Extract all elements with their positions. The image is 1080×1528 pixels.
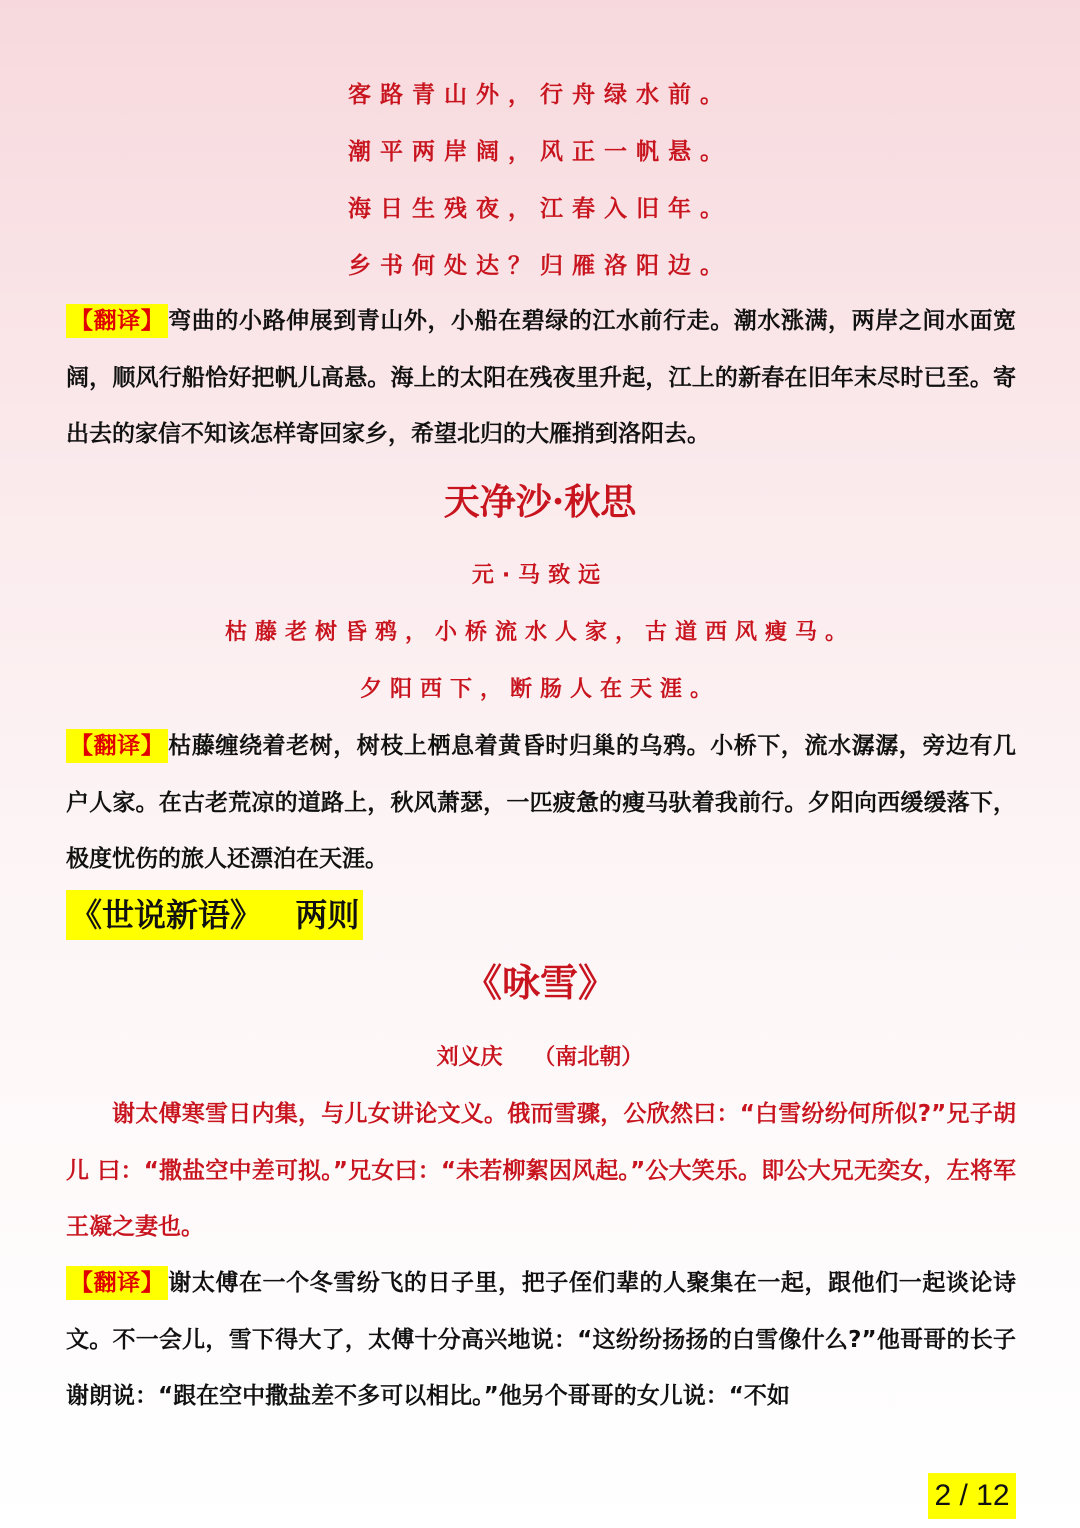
poem-line: 枯藤老树昏鸦，小桥流水人家，古道西风瘦马。	[224, 620, 855, 645]
poem-line: 客路青山外，行舟绿水前。	[348, 82, 732, 108]
translation-tag: 【翻译】	[66, 304, 168, 338]
story-text: 谢太傅寒雪日内集，与儿女讲论文义。俄而雪骤，公欣然曰：“白雪纷纷何所似?”兄子胡儿 曰：“撒盐空中差可拟。”兄女曰：“未若柳絮因风起。”公大笑乐。即公大兄无奕女，左将军王凝之妻也。	[66, 1101, 1016, 1240]
poem-line: 夕阳西下，断肠人在天涯。	[359, 677, 720, 702]
translation-paragraph	[66, 718, 1016, 888]
translation-text: 弯曲的小路伸展到青山外，小船在碧绿的江水前行走。潮水涨满，两岸之间水面宽阔，顺风行船恰好把帆儿高悬。海上的太阳在残夜里升起，江上的新春在旧年末尽时已至。寄出去的家信不知该怎样寄回家乡，希望北归的大雁捎到洛阳去。	[66, 308, 1017, 447]
story-title: 《咏雪》	[463, 960, 616, 1005]
story-author: 刘义庆 （南北朝）	[436, 1045, 644, 1070]
poem-title: 天净沙·秋思	[443, 481, 637, 523]
poem-line: 潮平两岸阔，风正一帆悬。	[348, 139, 732, 165]
translation-text: 枯藤缠绕着老树，树枝上栖息着黄昏时归巢的乌鸦。小桥下，流水潺潺，旁边有几户人家。在古老荒凉的道路上，秋风萧瑟，一匹疲惫的瘦马驮着我前行。夕阳向西缓缓落下，极度忧伤的旅人还漂泊在天涯。	[66, 733, 1017, 872]
translation-tag: 【翻译】	[66, 1266, 168, 1300]
translation-paragraph	[66, 1255, 1016, 1425]
section-heading: 《世说新语》 两则	[66, 890, 363, 940]
page-number: 2 / 12	[928, 1473, 1016, 1519]
poem-line: 乡书何处达？归雁洛阳边。	[348, 253, 732, 279]
poem-line: 海日生残夜，江春入旧年。	[348, 196, 732, 222]
poem-author: 元·马致远	[471, 563, 609, 588]
translation-paragraph	[66, 293, 1016, 463]
translation-text: 谢太傅在一个冬雪纷飞的日子里，把子侄们辈的人聚集在一起，跟他们一起谈论诗文。不一会儿，雪下得大了，太傅十分高兴地说：“这纷纷扬扬的白雪像什么?”他哥哥的长子谢朗说：“跟在空中撒盐差不多可以相比。”他另个哥哥的女儿说：“不如	[66, 1270, 1017, 1409]
translation-tag: 【翻译】	[66, 729, 168, 763]
